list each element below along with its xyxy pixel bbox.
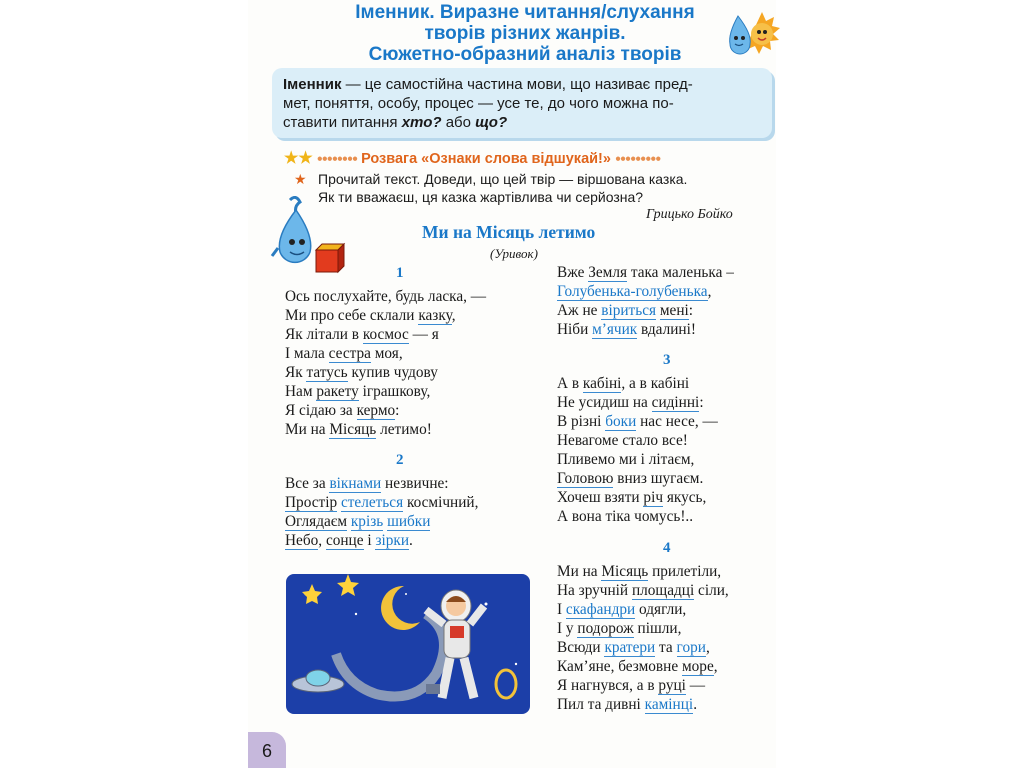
page-number: 6 [248,732,286,768]
question-who: хто? [401,114,442,131]
definition-or: або [441,114,476,131]
stanza-3: А в кабіні, а в кабіні Не усидиш на сидінні: В різні боки нас несе, — Невагоме стало все! Пливемо ми і літаєм, Головою вниз шугаєм. Хочеш взяти річ якусь, А вона тіка чомусь!.. [557,375,718,525]
stanza-number-4: 4 [663,540,671,556]
stanza-number-3: 3 [663,352,671,368]
definition-text-2: мет, поняття, особу, процес — усе те, до чого можна по- [283,95,674,112]
title-line-2: творів різних жанрів. [424,23,626,44]
task-instruction [294,170,768,206]
title-line-3: Сюжетно-образний аналіз творів [368,44,682,65]
definition-text-1: — це самостійна частина мови, що називає пред- [341,76,693,93]
stanza-number-2: 2 [396,452,404,468]
stanza-2-continued: Вже Земля така маленька – Голубенька-голубенька, Аж не віриться мені: Ніби м’ячик вдалині! [557,264,734,338]
task-line-1: Прочитай текст. Доведи, що цей твір — віршована казка. [318,171,688,187]
stanza-number-1: 1 [396,265,404,281]
task-line-2: Як ти вважаєш, ця казка жартівлива чи серйозна? [318,189,644,205]
dotted-divider-right: ●●●●●●●●● [614,153,661,165]
stanza-1: Ось послухайте, будь ласка, — Ми про себе склали казку, Як літали в космос — я І мала сестра моя, Як татусь купив чудову Нам ракету іграшкову, Я сідаю за кермо: Ми на Місяць летимо! [285,288,487,438]
section-heading [284,148,660,168]
mascot-characters-illustration [724,10,780,62]
question-what: що? [475,114,508,131]
definition-term: Іменник [283,76,342,93]
poem-author: Грицько Бойко [646,207,733,222]
dotted-divider-left: ●●●●●●●● [316,153,358,165]
poem-excerpt-label: (Уривок) [490,246,538,261]
star-bullet-icon: ★ [294,171,307,187]
definition-text [283,75,763,132]
two-stars-icon: ★★ [284,150,313,167]
astronaut-space-illustration [286,574,530,714]
poem-title: Ми на Місяць летимо [422,222,596,242]
definition-text-3: ставити питання [283,114,402,131]
stanza-4: Ми на Місяць прилетіли, На зручній площадці сіли, І скафандри одягли, І у подорож пішли, Всюди кратери та гори, Кам’яне, безмовне море, Я нагнувся, а в руці — Пил та дивні камінці. [557,563,729,713]
drop-mascot-with-cube-illustration [270,196,350,278]
section-label: Розвага «Ознаки слова відшукай!» [361,151,611,167]
lesson-title [300,2,750,65]
stanza-2: Все за вікнами незвичне: Простір стелеться космічний, Оглядаєм крізь шибки Небо, сонце і зірки. [285,475,479,549]
title-line-1: Іменник. Виразне читання/слухання [355,2,695,23]
